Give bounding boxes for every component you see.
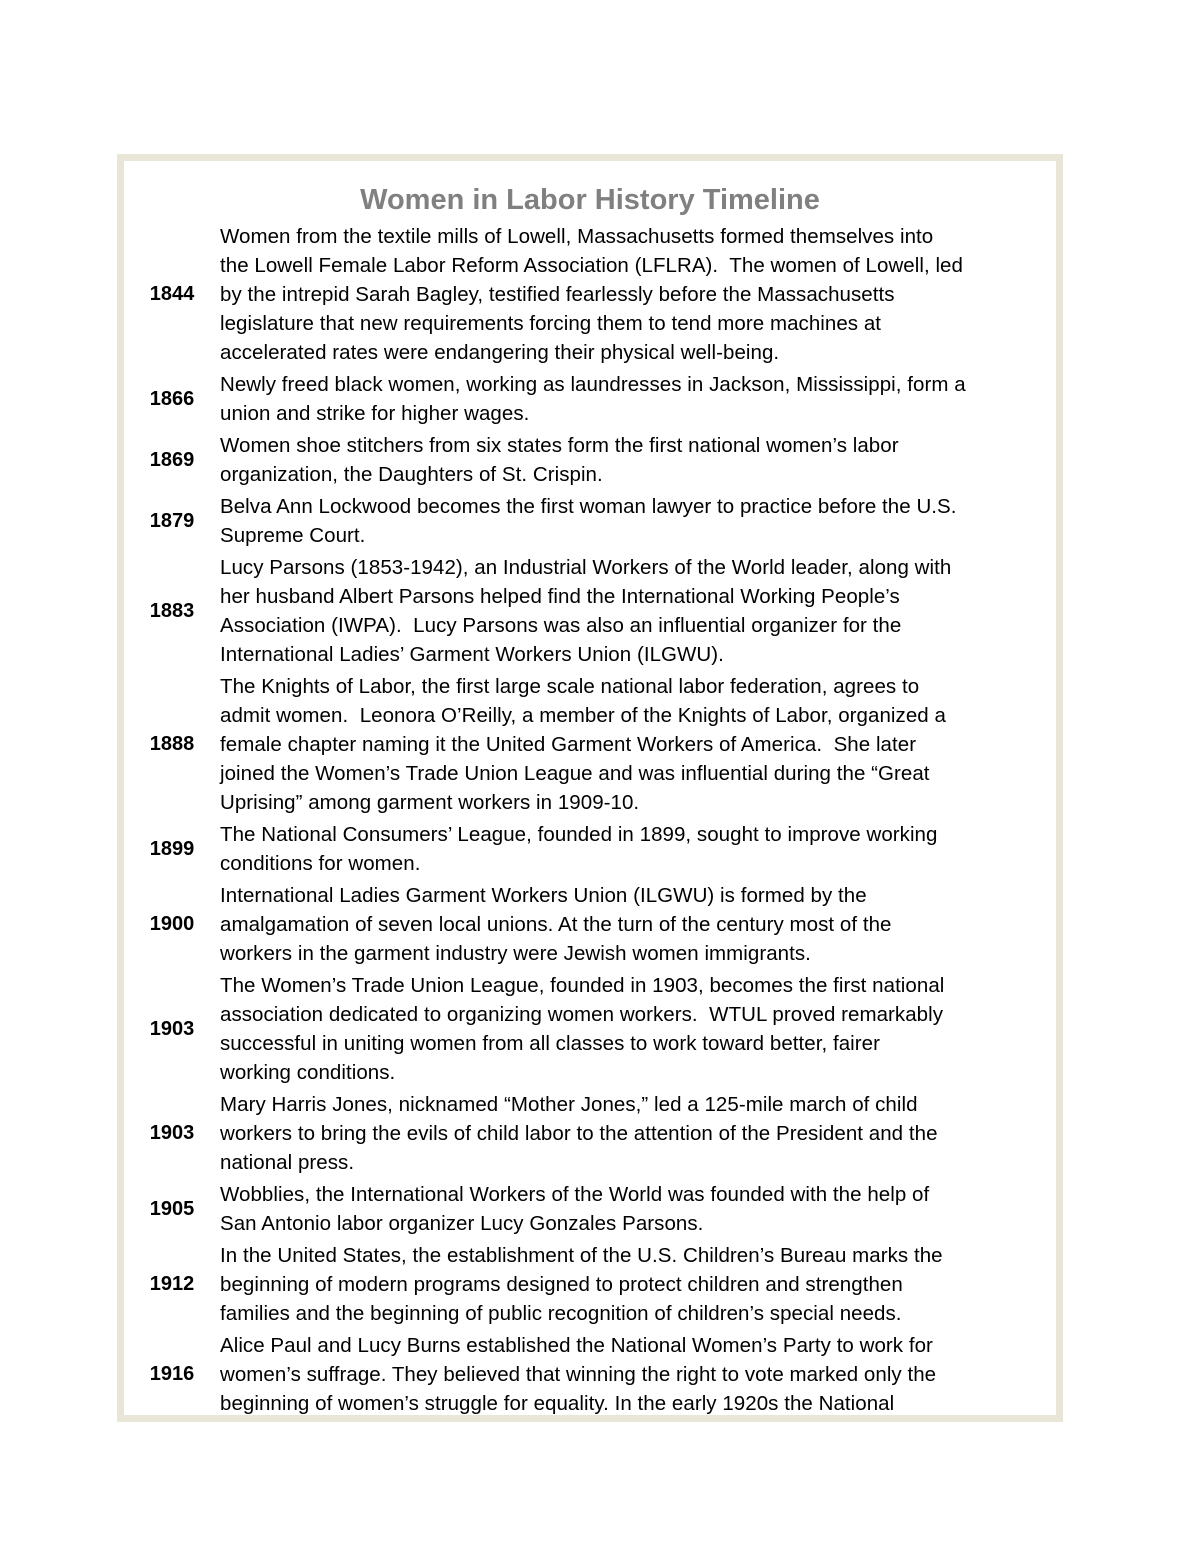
description-line: beginning of women’s struggle for equality. In the early 1920s the National [220, 1392, 895, 1415]
timeline-row [124, 820, 1056, 878]
timeline-row [124, 370, 1056, 428]
description-line: union and strike for higher wages. [220, 402, 530, 425]
timeline-year: 1903 [149, 1017, 195, 1040]
description-line: the Lowell Female Labor Reform Association (LFLRA). The women of Lowell, led [220, 254, 963, 277]
timeline-description [220, 431, 1049, 489]
description-line: admit women. Leonora O’Reilly, a member of the Knights of Labor, organized a [220, 704, 946, 727]
timeline-year: 1899 [149, 837, 195, 860]
description-line: Wobblies, the International Workers of the World was founded with the help of [220, 1183, 930, 1206]
timeline-description [220, 1241, 1049, 1328]
description-line: working conditions. [220, 1061, 396, 1084]
description-line: Women shoe stitchers from six states form the first national women’s labor [220, 434, 899, 457]
timeline-description [220, 492, 1049, 550]
description-line: beginning of modern programs designed to protect children and strengthen [220, 1273, 903, 1296]
description-line: The Women’s Trade Union League, founded in 1903, becomes the first national [220, 974, 945, 997]
timeline-description [220, 553, 1049, 669]
timeline-description [220, 881, 1049, 968]
description-line: association dedicated to organizing women workers. WTUL proved remarkably [220, 1003, 944, 1026]
timeline-description [220, 820, 1049, 878]
description-line: San Antonio labor organizer Lucy Gonzales Parsons. [220, 1212, 704, 1235]
timeline-row [124, 672, 1056, 817]
timeline-row [124, 1331, 1056, 1418]
description-line: her husband Albert Parsons helped find the International Working People’s [220, 585, 900, 608]
timeline-row [124, 971, 1056, 1087]
description-line: joined the Women’s Trade Union League and was influential during the “Great [220, 762, 930, 785]
description-line: Alice Paul and Lucy Burns established the National Women’s Party to work for [220, 1334, 933, 1357]
timeline-description [220, 370, 1049, 428]
timeline-year: 1888 [149, 733, 195, 755]
description-line: conditions for women. [220, 852, 421, 875]
description-line: organization, the Daughters of St. Crispin. [220, 463, 603, 486]
timeline-row [124, 431, 1056, 489]
description-line: Women from the textile mills of Lowell, Massachusetts formed themselves into [220, 225, 934, 248]
description-line: by the intrepid Sarah Bagley, testified fearlessly before the Massachusetts [220, 283, 895, 306]
timeline-description [220, 1090, 1049, 1177]
description-line: women’s suffrage. They believed that winning the right to vote marked only the [220, 1363, 937, 1386]
description-line: Uprising” among garment workers in 1909-10. [220, 791, 640, 814]
timeline-year: 1916 [149, 1363, 195, 1385]
timeline-year: 1903 [149, 1122, 195, 1144]
timeline-year: 1869 [149, 448, 195, 471]
timeline-row [124, 222, 1056, 367]
document-title: Women in Labor History Timeline [360, 184, 820, 216]
timeline-row [124, 1241, 1056, 1328]
timeline-description [220, 1331, 1049, 1418]
description-line: The National Consumers’ League, founded in 1899, sought to improve working [220, 823, 938, 846]
description-line: national press. [220, 1151, 355, 1174]
description-line: Mary Harris Jones, nicknamed “Mother Jones,” led a 125-mile march of child [220, 1093, 918, 1116]
timeline-frame [117, 154, 1063, 1422]
timeline-year: 1844 [149, 283, 195, 305]
description-line: International Ladies’ Garment Workers Union (ILGWU). [220, 643, 724, 666]
timeline-year: 1912 [149, 1273, 195, 1295]
timeline-year: 1900 [149, 913, 195, 935]
timeline-year: 1905 [149, 1197, 195, 1220]
description-line: Supreme Court. [220, 524, 366, 547]
timeline-year: 1883 [149, 599, 195, 622]
description-line: Belva Ann Lockwood becomes the first woman lawyer to practice before the U.S. [220, 495, 957, 518]
timeline-year: 1879 [149, 509, 195, 532]
description-line: accelerated rates were endangering their physical well-being. [220, 341, 780, 364]
description-line: female chapter naming it the United Garment Workers of America. She later [220, 733, 917, 756]
timeline-description [220, 672, 1049, 817]
timeline-description [220, 222, 1049, 367]
description-line: Newly freed black women, working as laundresses in Jackson, Mississippi, form a [220, 373, 966, 396]
description-line: The Knights of Labor, the first large scale national labor federation, agrees to [220, 675, 920, 698]
description-line: legislature that new requirements forcing them to tend more machines at [220, 312, 882, 335]
description-line: families and the beginning of public recognition of children’s special needs. [220, 1302, 902, 1325]
description-line: amalgamation of seven local unions. At the turn of the century most of the [220, 913, 892, 936]
timeline-description [220, 1180, 1049, 1238]
timeline-row [124, 492, 1056, 550]
timeline-row [124, 1090, 1056, 1177]
description-line: workers in the garment industry were Jewish women immigrants. [220, 942, 811, 965]
timeline-row [124, 553, 1056, 669]
description-line: successful in uniting women from all classes to work toward better, fairer [220, 1032, 880, 1055]
timeline-row [124, 881, 1056, 968]
timeline-year: 1866 [149, 387, 195, 410]
timeline-row [124, 1180, 1056, 1238]
description-line: Lucy Parsons (1853-1942), an Industrial Workers of the World leader, along with [220, 556, 952, 579]
description-line: Association (IWPA). Lucy Parsons was also an influential organizer for the [220, 614, 902, 637]
description-line: International Ladies Garment Workers Union (ILGWU) is formed by the [220, 884, 867, 907]
timeline-description [220, 971, 1049, 1087]
description-line: In the United States, the establishment of the U.S. Children’s Bureau marks the [220, 1244, 943, 1267]
timeline-rows [124, 222, 1056, 1418]
description-line: workers to bring the evils of child labor to the attention of the President and the [220, 1122, 938, 1145]
